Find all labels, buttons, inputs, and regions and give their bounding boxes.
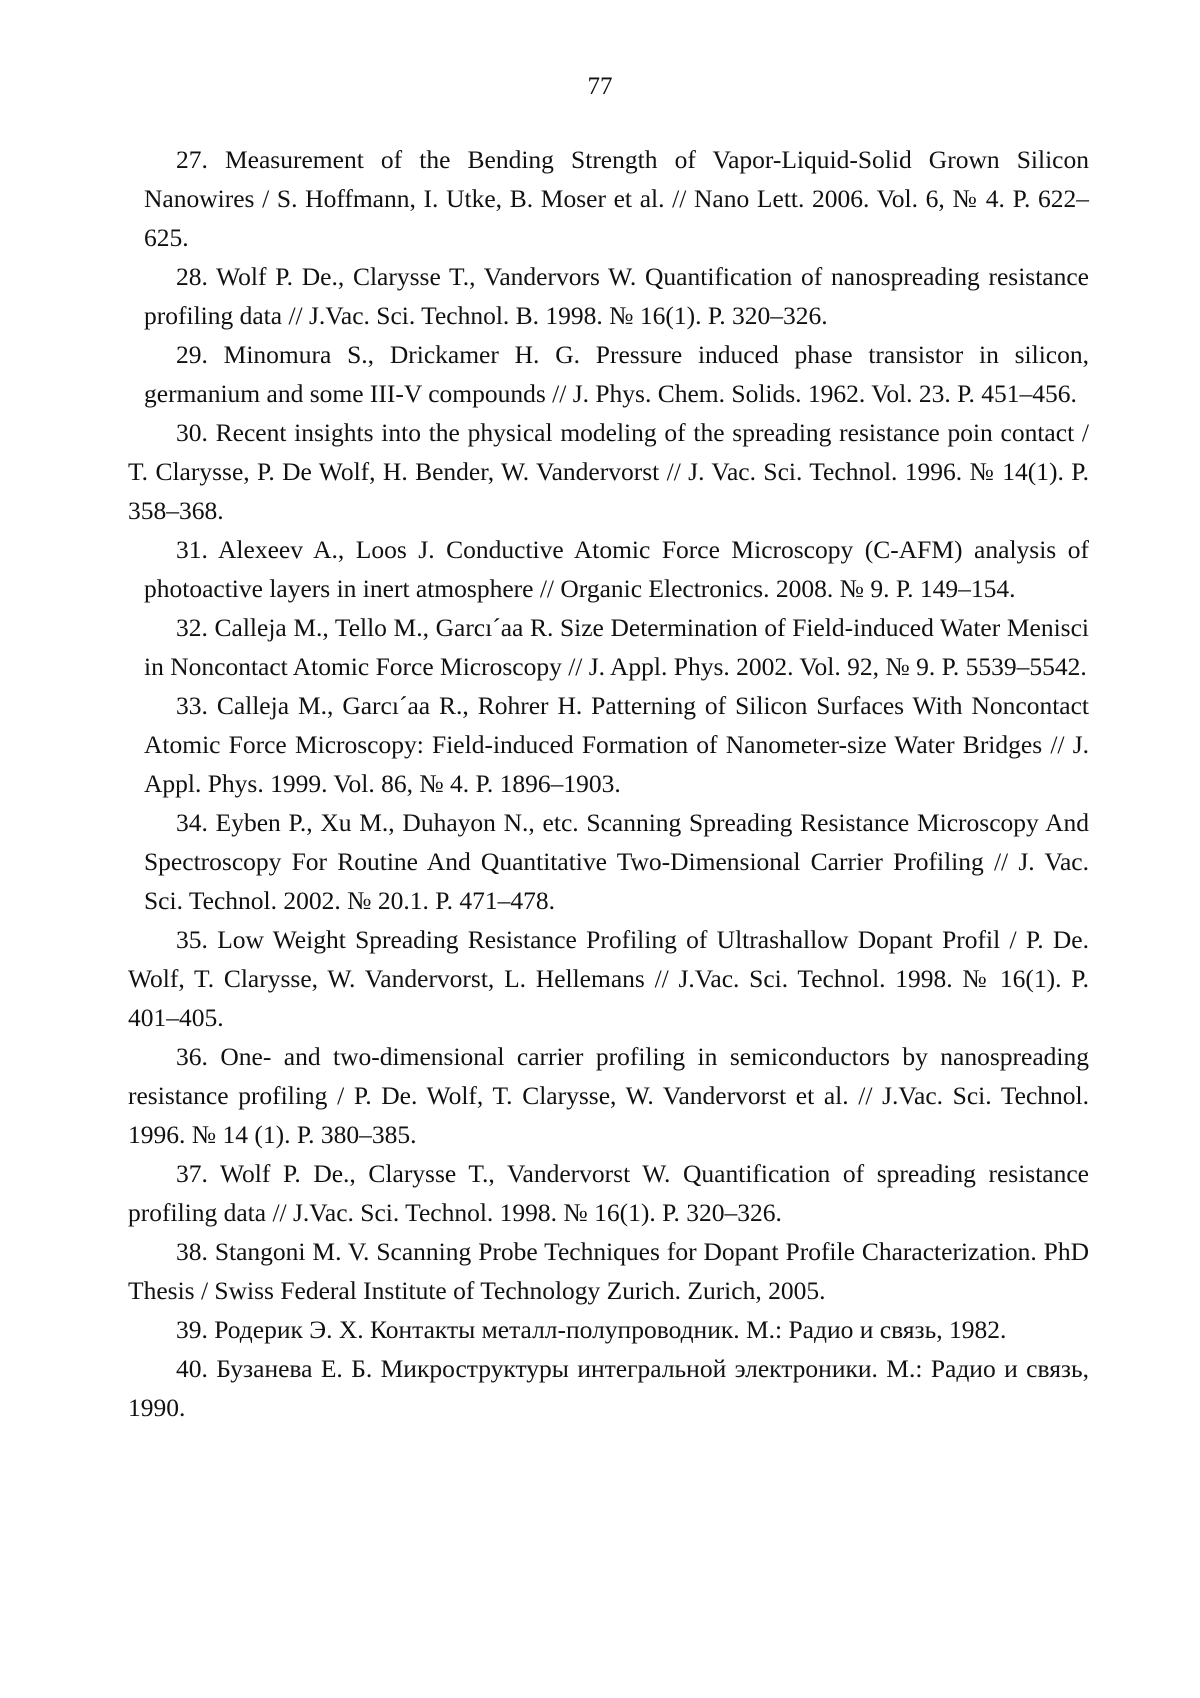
reference-text: Eyben P., Xu M., Duhayon N., etc. Scanning Spreading Resistance Microscopy And Spectroscopy For Routine And Quantitative Two-Dimensional Carrier Profiling // J. Vac. Sci. Technol. 2002. № 20.1. P. 471–478. [144,808,1089,915]
reference-number: 40. [176,1354,208,1383]
reference-item [128,257,1089,335]
reference-item [128,1232,1089,1310]
reference-item [128,608,1089,686]
reference-text: Calleja M., Tello M., Garcı´aa R. Size Determination of Field-induced Water Menisci in Noncontact Atomic Force Microscopy // J. Appl. Phys. 2002. Vol. 92, № 9. P. 5539–5542. [144,613,1089,681]
reference-number: 28. [176,262,208,291]
reference-text: Minomura S., Drickamer H. G. Pressure induced phase transistor in silicon, germanium and some III-V compounds // J. Phys. Chem. Solids. 1962. Vol. 23. P. 451–456. [144,340,1089,408]
reference-number: 39. [176,1315,208,1344]
reference-item [128,335,1089,413]
reference-number: 27. [176,145,208,174]
reference-text: Recent insights into the physical modeling of the spreading resistance poin contact / T. Clarysse, P. De Wolf, H. Bender, W. Vandervorst // J. Vac. Sci. Technol. 1996. № 14(1). P. 358–368. [128,418,1089,525]
reference-item [128,1037,1089,1154]
reference-number: 37. [176,1159,208,1188]
reference-number: 34. [176,808,208,837]
reference-text: Wolf P. De., Clarysse T., Vandervors W. Quantification of nanospreading resistance profiling data // J.Vac. Sci. Technol. B. 1998. № 16(1). P. 320–326. [144,262,1089,330]
reference-text: Бузанева Е. Б. Микроструктуры интегральной электроники. М.: Радио и связь, 1990. [128,1354,1089,1422]
reference-text: Wolf P. De., Clarysse T., Vandervorst W. Quantification of spreading resistance profiling data // J.Vac. Sci. Technol. 1998. № 16(1). P. 320–326. [128,1159,1089,1227]
reference-list [128,140,1089,1427]
reference-text: Alexeev A., Loos J. Conductive Atomic Force Microscopy (C-AFM) analysis of photoactive layers in inert atmosphere // Organic Electronics. 2008. № 9. P. 149–154. [144,535,1089,603]
reference-text: Родерик Э. Х. Контакты металл-полупроводник. М.: Радио и связь, 1982. [214,1315,1006,1344]
reference-item [128,920,1089,1037]
reference-item [128,1154,1089,1232]
reference-text: Measurement of the Bending Strength of Vapor-Liquid-Solid Grown Silicon Nanowires / S. Hoffmann, I. Utke, B. Moser et al. // Nano Lett. 2006. Vol. 6, № 4. P. 622–625. [144,145,1089,252]
page-number: 77 [0,72,1200,102]
reference-item [128,686,1089,803]
reference-text: Stangoni M. V. Scanning Probe Techniques for Dopant Profile Characterization. PhD Thesis / Swiss Federal Institute of Technology Zurich. Zurich, 2005. [128,1237,1089,1305]
reference-number: 29. [176,340,208,369]
reference-number: 35. [176,925,208,954]
reference-number: 32. [176,613,208,642]
reference-number: 31. [176,535,208,564]
reference-item [128,1310,1089,1349]
reference-item [128,1349,1089,1427]
reference-number: 36. [176,1042,208,1071]
reference-number: 38. [176,1237,208,1266]
reference-item [128,803,1089,920]
reference-item [128,413,1089,530]
reference-text: One- and two-dimensional carrier profiling in semiconductors by nanospreading resistance profiling / P. De. Wolf, T. Clarysse, W. Vandervorst et al. // J.Vac. Sci. Technol. 1996. № 14 (1). P. 380–385. [128,1042,1089,1149]
reference-text: Low Weight Spreading Resistance Profiling of Ultrashallow Dopant Profil / P. De. Wolf, T. Clarysse, W. Vandervorst, L. Hellemans // J.Vac. Sci. Technol. 1998. № 16(1). P. 401–405. [128,925,1089,1032]
document-page [0,0,1200,1698]
reference-item [128,140,1089,257]
reference-text: Calleja M., Garcı´aa R., Rohrer H. Patterning of Silicon Surfaces With Noncontact Atomic Force Microscopy: Field-induced Formation of Nanometer-size Water Bridges // J. Appl. Phys. 1999. Vol. 86, № 4. P. 1896–1903. [144,691,1089,798]
reference-item [128,530,1089,608]
reference-number: 30. [176,418,208,447]
reference-number: 33. [176,691,208,720]
